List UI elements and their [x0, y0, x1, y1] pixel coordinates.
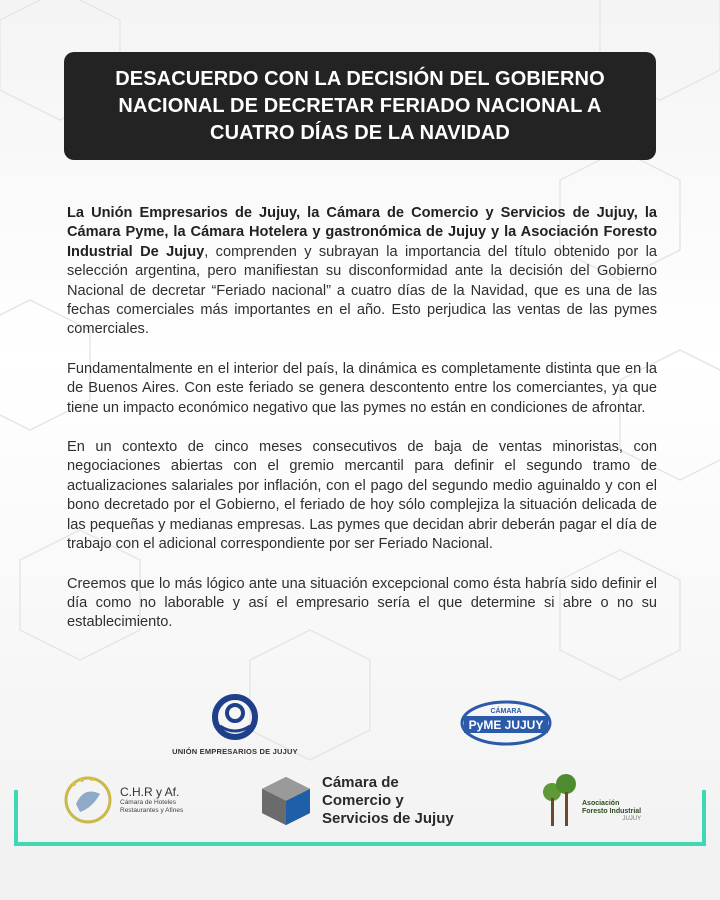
chr-emblem [62, 774, 114, 826]
headline-line-2: NACIONAL DE DECRETAR FERIADO NACIONAL A [118, 94, 602, 117]
union-empresarios-emblem [160, 694, 310, 742]
paragraph-4: Creemos que lo más lógico ante una situación excepcional como ésta habría sido definir el día como no laborable y así el empresario sería el que determine si abre o no su establecimiento. [67, 575, 657, 631]
paragraph-3: En un contexto de cinco meses consecutivos de baja de ventas minoristas, con negociaciones abiertas con el gremio mercantil para definir el segundo tramo de actualizaciones salariales por inflación, con el pago del segundo medio aguinaldo y con el bono decretado por el Gobierno, el feriado de hoy sólo complejiza la situación delicada de las pequeñas y medianas empresas. Las pymes que decidan abrir deberán pagar el día de trabajo con el adicional correspondiente por ser Feriado Nacional. [67, 439, 657, 553]
paragraph-1-text: , comprenden y subrayan la importancia del título obtenido por la selección argentina, pero manifiestan su disconformidad ante la decisión del Gobierno Nacional de decretar “Feriado nacional” a cuatro días de la Navidad, que es una de las fechas comerciales más importantes en el año. Esto perjudica las ventas de las pymes comerciales. [67, 243, 657, 338]
chr-subtitle-2: Restaurantes y Afines [120, 807, 184, 814]
foresto-industrial-logo [540, 770, 660, 828]
union-empresarios-name: UNIÓN EMPRESARIOS DE JUJUY [172, 747, 298, 756]
foresto-line-2: Foresto Industrial [582, 808, 642, 815]
camara-comercio-line-2: Comercio y [322, 792, 404, 809]
foresto-line-1: Asociación [582, 800, 620, 807]
headline-box [64, 52, 656, 160]
paragraph-1-bold: La Unión Empresarios de Jujuy, la Cámara de Comercio y Servicios de Jujuy, la Cámara Pyme, la Cámara Hotelera y gastronómica de Jujuy y la Asociación Foresto Industrial De Jujuy [67, 205, 657, 260]
camara-comercio-emblem [258, 775, 314, 827]
frame-left-line [14, 790, 18, 846]
frame-bottom-line [14, 842, 706, 846]
paragraph-1 [67, 204, 657, 340]
camara-comercio-logo [258, 772, 478, 830]
camara-pyme-main: PyME JUJUY [468, 718, 544, 732]
tree-icon [540, 772, 580, 828]
camara-comercio-line-1: Cámara de [322, 774, 399, 791]
camara-comercio-line-3: Servicios de Jujuy [322, 810, 454, 827]
paragraph-2: Fundamentalmente en el interior del país, la dinámica es completamente distinta que en la de Buenos Aires. Con este feriado se genera descontento entre los comerciantes, ya que tiene un impacto económico negativo que las pymes no están en condiciones de afrontar. [67, 360, 657, 416]
chr-title: C.H.R y Af. [120, 785, 180, 799]
chr-logo [62, 774, 232, 826]
statement-body [67, 204, 657, 653]
headline-line-1: DESACUERDO CON LA DECISIÓN DEL GOBIERNO [115, 67, 605, 90]
chr-subtitle-1: Cámara de Hoteles [120, 799, 176, 806]
camara-pyme-top: CÁMARA [490, 708, 522, 715]
frame-right-line [702, 790, 706, 846]
foresto-line-3: JUJUY [622, 816, 642, 822]
camara-pyme-emblem [460, 700, 552, 746]
headline-line-3: CUATRO DÍAS DE LA NAVIDAD [210, 121, 510, 144]
union-empresarios-logo [160, 694, 310, 756]
camara-pyme-logo [460, 700, 552, 746]
